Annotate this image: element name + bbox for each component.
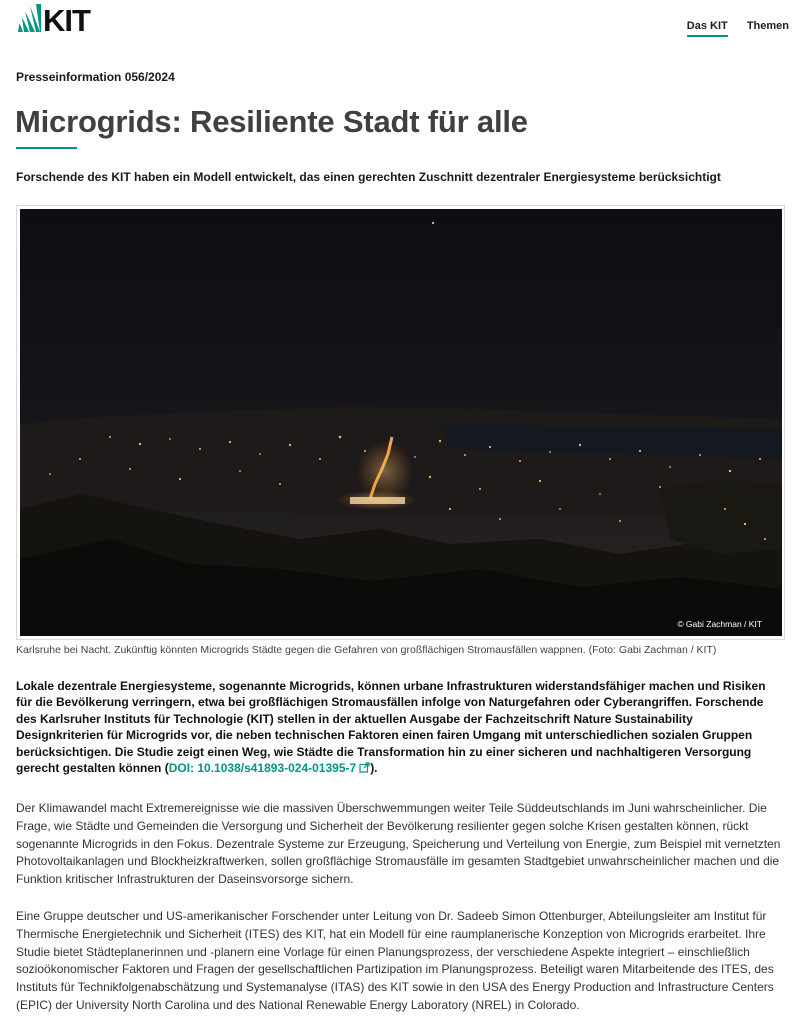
body-paragraph-1: Der Klimawandel macht Extremereignisse wie die massiven Überschwemmungen weiter Teile Süddeutschlands im Juni wahrscheinlicher. Die Frage, wie Städte und Gemeinden die Versorgung und Sicherheit der Bevölkerung resilienter gegen solche Krisen gestalten können, rückt sogenannte Microgrids in den Fokus. Dezentrale Systeme zur Erzeugung, Speicherung und Verteilung von Energie, zum Beispiel mit vernetzten Photovoltaikanlagen und Blockheizkraftwerken, sollen großflächige Stromausfälle im gesamten Stadtgebiet unwahrscheinlicher machen und die Funktion kritischer Infrastrukturen der Daseinsvorsorge sichern. [16, 801, 781, 887]
article-subtitle: Forschende des KIT haben ein Modell entwickelt, das einen gerechten Zuschnitt dezentraler Energiesysteme berücksichtigt [16, 170, 721, 184]
svg-text:KIT: KIT [43, 3, 90, 34]
doi-link-label[interactable]: DOI: 10.1038/s41893-024-01395-7 [168, 761, 357, 776]
title-underline [16, 147, 77, 149]
page-title: Microgrids: Resiliente Stadt für alle [15, 104, 528, 139]
hero-photo [20, 209, 782, 636]
kit-logo[interactable] [16, 2, 96, 34]
nav-item-das-kit[interactable]: Das KIT [687, 20, 728, 37]
lead-suffix: ). [370, 761, 378, 776]
body-paragraph-2: Eine Gruppe deutscher und US-amerikanischer Forschender unter Leitung von Dr. Sadeeb Simon Ottenburger, Abteilungsleiter am Institut für Thermische Energietechnik und Sicherheit (ITES) des KIT, hat ein Modell für eine raumplanerische Konzeption von Microgrids erarbeitet. Ihre Studie bietet Städteplanerinnen und -planern eine Vorlage für einen Planungsprozess, der verschiedene Aspekte integriert – einschließlich sozioökonomischer Faktoren und Fragen der gesellschaftlichen Partizipation im Planungsprozess. Beteiligt waren Mitarbeitende des ITES, des Instituts für Technikfolgenabschätzung und Systemanalyse (ITAS) des KIT sowie in den USA des Energy Production and Infrastructure Centers (EPIC) der University North Carolina und des National Renewable Energy Laboratory (NREL) in Colorado. [16, 909, 774, 1012]
nav-item-themen[interactable]: Themen [746, 20, 789, 32]
image-caption: Karlsruhe bei Nacht. Zukünftig könnten Microgrids Städte gegen die Gefahren von großflächigen Stromausfällen wappnen. (Foto: Gabi Zachman / KIT) [16, 644, 717, 656]
lead-text: Lokale dezentrale Energiesysteme, sogenannte Microgrids, können urbane Infrastrukturen widerstandsfähiger machen und Risiken für die Bevölkerung verringern, etwa bei großflächigen Stromausfällen infolge von Naturgefahren oder Cyberangriffen. Forschende des Karlsruher Instituts für Technologie (KIT) stellen in der aktuellen Ausgabe der Fachzeitschrift Nature Sustainability Designkriterien für Microgrids vor, die neben technischen Faktoren einen fairen Umgang mit unterschiedlichen sozialen Gruppen berücksichtigen. Die Studie zeigt einen Weg, wie Städte die Transformation hin zu einer sicheren und nachhaltigeren Versorgung gerecht gestalten können ( [16, 679, 766, 776]
external-link-icon[interactable] [359, 762, 370, 773]
top-nav [671, 20, 789, 32]
lead-paragraph [16, 678, 780, 776]
press-release-number: Presseinformation 056/2024 [16, 70, 175, 84]
doi-link[interactable] [169, 761, 370, 775]
site-header [0, 0, 795, 44]
photo-credit: © Gabi Zachman / KIT [677, 619, 762, 629]
